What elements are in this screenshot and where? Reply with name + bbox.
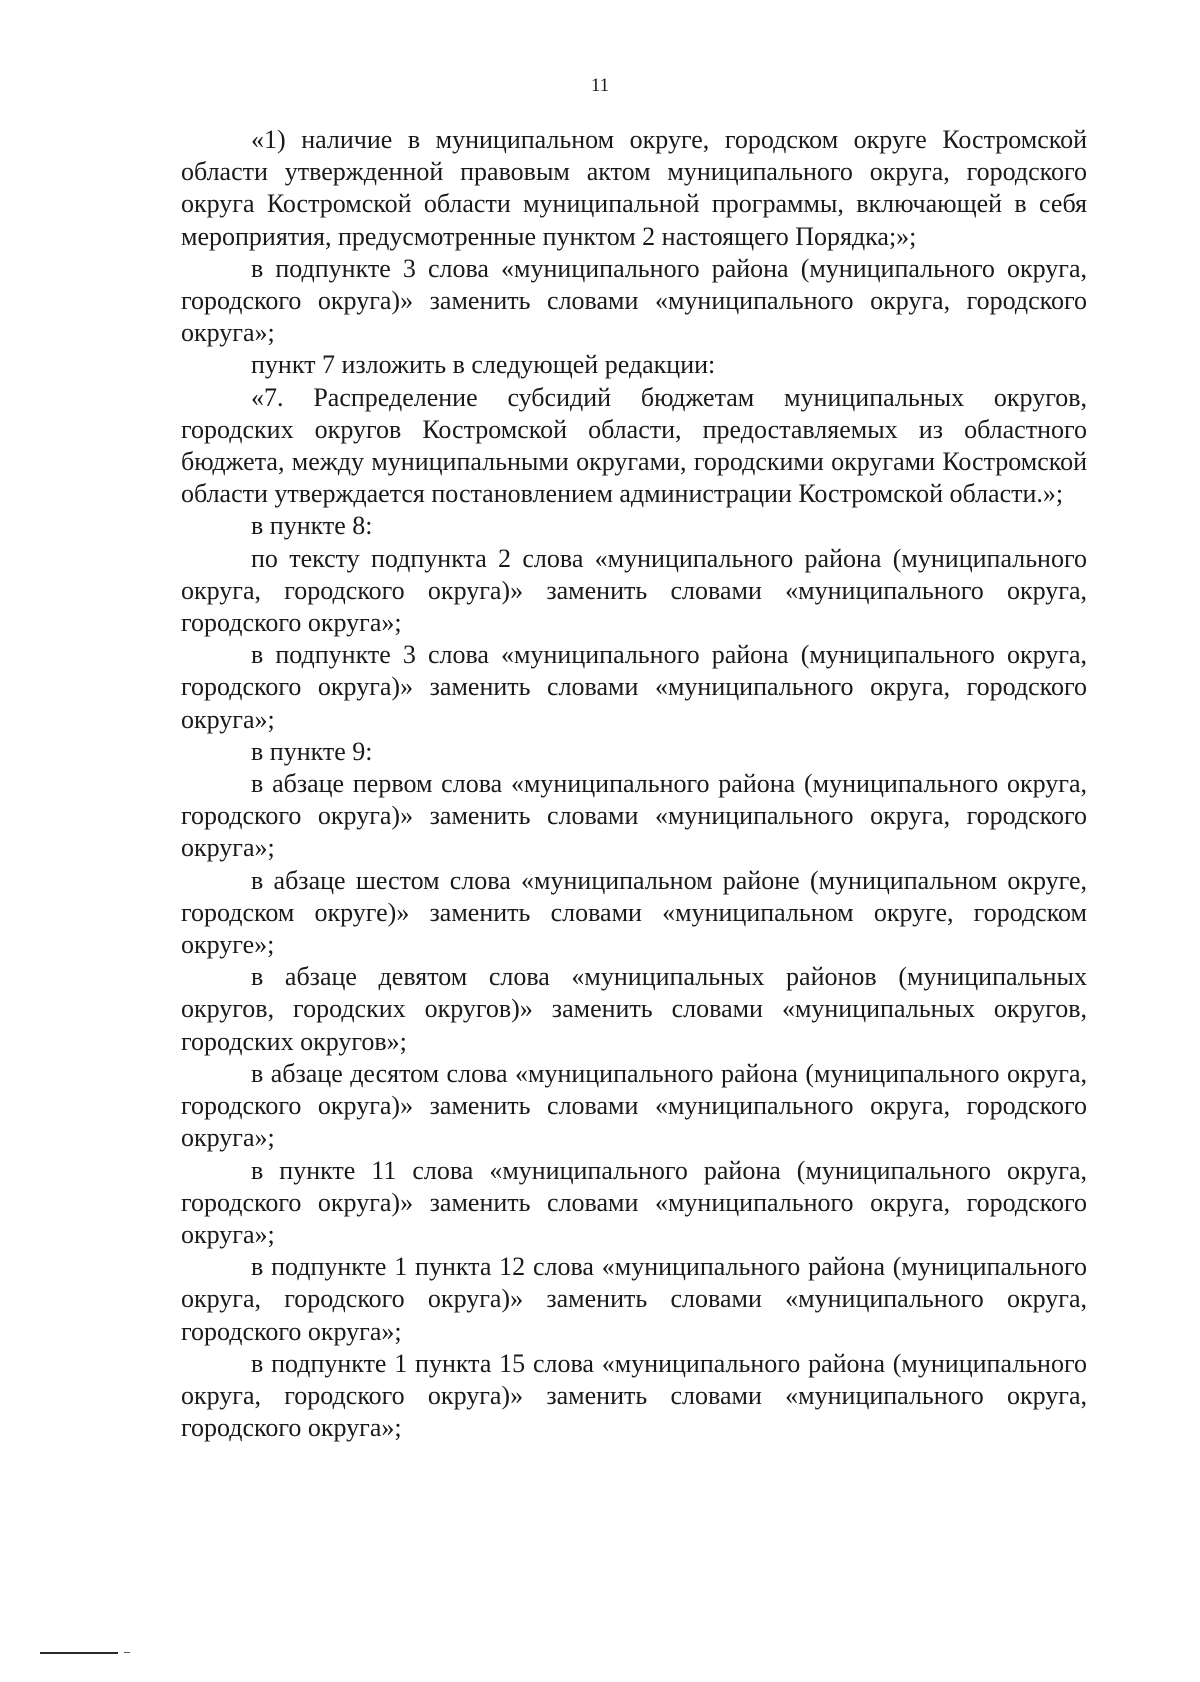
paragraph-14: в подпункте 1 пункта 12 слова «муниципального района (муниципального округа, городского округа)» заменить словами «муниципального округа, городского округа»; (181, 1252, 1087, 1346)
scan-artifact-line (40, 1652, 118, 1654)
paragraph-5: в пункте 8: (251, 511, 373, 541)
paragraph-11: в абзаце девятом слова «муниципальных районов (муниципальных округов, городских округов)» заменить словами «муниципальных округов, городских округов»; (181, 962, 1087, 1056)
paragraph-6: по тексту подпункта 2 слова «муниципального района (муниципального округа, городского округа)» заменить словами «муниципального округа, городского округа»; (181, 543, 1087, 638)
paragraph-2: в подпункте 3 слова «муниципального района (муниципального округа, городского округа)» заменить словами «муниципального округа, городского округа»; (181, 253, 1087, 348)
paragraph-3: пункт 7 изложить в следующей редакции: (251, 350, 716, 380)
paragraph-1: «1) наличие в муниципальном округе, городском округе Костромской области утвержденной правовым актом муниципального округа, городского округа Костромской области муниципальной программы, включающей в себя мероприятия, предусмотренные пунктом 2 настоящего Порядка;»; (181, 125, 1087, 251)
scan-artifact-dot (124, 1652, 130, 1653)
document-body (181, 124, 1087, 1444)
paragraph-9: в абзаце первом слова «муниципального района (муниципального округа, городского округа)» заменить словами «муниципального округа, городского округа»; (181, 769, 1087, 863)
paragraph-7: в подпункте 3 слова «муниципального района (муниципального округа, городского округа)» заменить словами «муниципального округа, городского округа»; (181, 640, 1087, 734)
paragraph-13: в пункте 11 слова «муниципального района (муниципального округа, городского округа)» заменить словами «муниципального округа, городского округа»; (181, 1155, 1087, 1249)
paragraph-15: в подпункте 1 пункта 15 слова «муниципального района (муниципального округа, городского округа)» заменить словами «муниципального округа, городского округа»; (181, 1348, 1087, 1443)
paragraph-10: в абзаце шестом слова «муниципальном районе (муниципальном округе, городском округе)» заменить словами «муниципальном округе, городском округе»; (181, 865, 1087, 960)
paragraph-12: в абзаце десятом слова «муниципального района (муниципального округа, городского округа)» заменить словами «муниципального округа, городского округа»; (181, 1058, 1087, 1153)
page-number: 11 (590, 75, 610, 96)
paragraph-4: «7. Распределение субсидий бюджетам муниципальных округов, городских округов Костромской области, предоставляемых из областного бюджета, между муниципальными округами, городскими округами Костромской области утверждается постановлением администрации Костромской области.»; (181, 382, 1087, 509)
paragraph-8: в пункте 9: (251, 736, 373, 766)
